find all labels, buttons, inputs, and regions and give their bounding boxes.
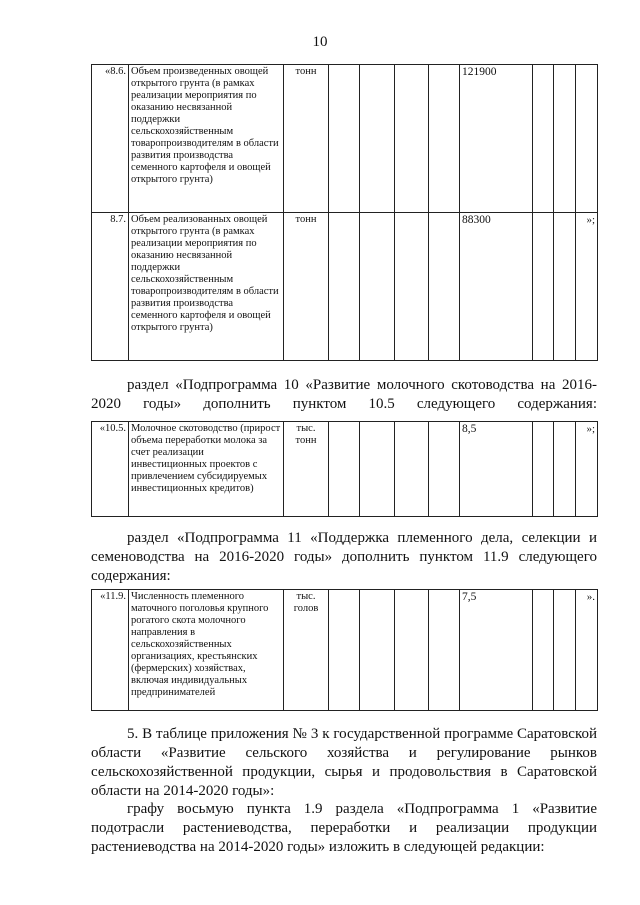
row-value: 88300 [460, 213, 533, 361]
row-number: «10.5. [92, 422, 129, 517]
page-number: 10 [312, 34, 328, 50]
row-description: Численность племенного маточного поголовья крупного рогатого скота молочного направления в сельскохозяйственных организациях, крестьянских (фермерских) хозяйствах, включая индивидуальных предпринимателей [129, 590, 284, 711]
closing-quote: »; [576, 213, 598, 361]
row-number: «11.9. [92, 590, 129, 711]
row-description: Молочное скотоводство (прирост объема переработки молока за счет реализации инвестиционных проектов с привлечением субсидируемых инвестиционных кредитов) [129, 422, 284, 517]
row-value: 121900 [460, 65, 533, 213]
table-8 [91, 64, 598, 361]
row-value: 8,5 [460, 422, 533, 517]
closing-quote: »; [576, 422, 598, 517]
closing-quote: ». [576, 590, 598, 711]
table-row [92, 590, 598, 711]
paragraph-item-5: 5. В таблице приложения № 3 к государственной программе Саратовской области «Развитие сельского хозяйства и регулирование рынков сельскохозяйственной продукции, сырья и продовольствия в Саратовской области на 2014-2020 годы»: [91, 726, 597, 799]
paragraph-graph-8: графу восьмую пункта 1.9 раздела «Подпрограмма 1 «Развитие подотрасли растениеводства, переработки и реализации продукции растениеводства на 2014-2020 годы» изложить в следующей редакции: [91, 801, 597, 855]
row-description: Объем произведенных овощей открытого грунта (в рамках реализации мероприятия по оказанию несвязанной поддержки сельскохозяйственным товаропроизводителям в области развития производства семенного картофеля и овощей открытого грунта) [129, 65, 284, 213]
row-unit: тыс. тонн [284, 422, 329, 517]
row-number: 8.7. [92, 213, 129, 361]
table-row [92, 65, 598, 213]
row-number: «8.6. [92, 65, 129, 213]
paragraph-section-10: раздел «Подпрограмма 10 «Развитие молочного скотоводства на 2016-2020 годы» дополнить пунктом 10.5 следующего содержания: [91, 377, 597, 412]
paragraph-section-11: раздел «Подпрограмма 11 «Поддержка племенного дела, селекции и семеноводства на 2016-2020 годы» дополнить пунктом 11.9 следующего содержания: [91, 530, 597, 584]
row-description: Объем реализованных овощей открытого грунта (в рамках реализации мероприятия по оказанию несвязанной поддержки сельскохозяйственным товаропроизводителям в области развития производства семенного картофеля и овощей открытого грунта) [129, 213, 284, 361]
table-10 [91, 421, 598, 517]
row-value: 7,5 [460, 590, 533, 711]
row-unit: тыс. голов [284, 590, 329, 711]
table-row [92, 213, 598, 361]
row-unit: тонн [284, 213, 329, 361]
row-unit: тонн [284, 65, 329, 213]
table-row [92, 422, 598, 517]
table-11 [91, 589, 598, 711]
